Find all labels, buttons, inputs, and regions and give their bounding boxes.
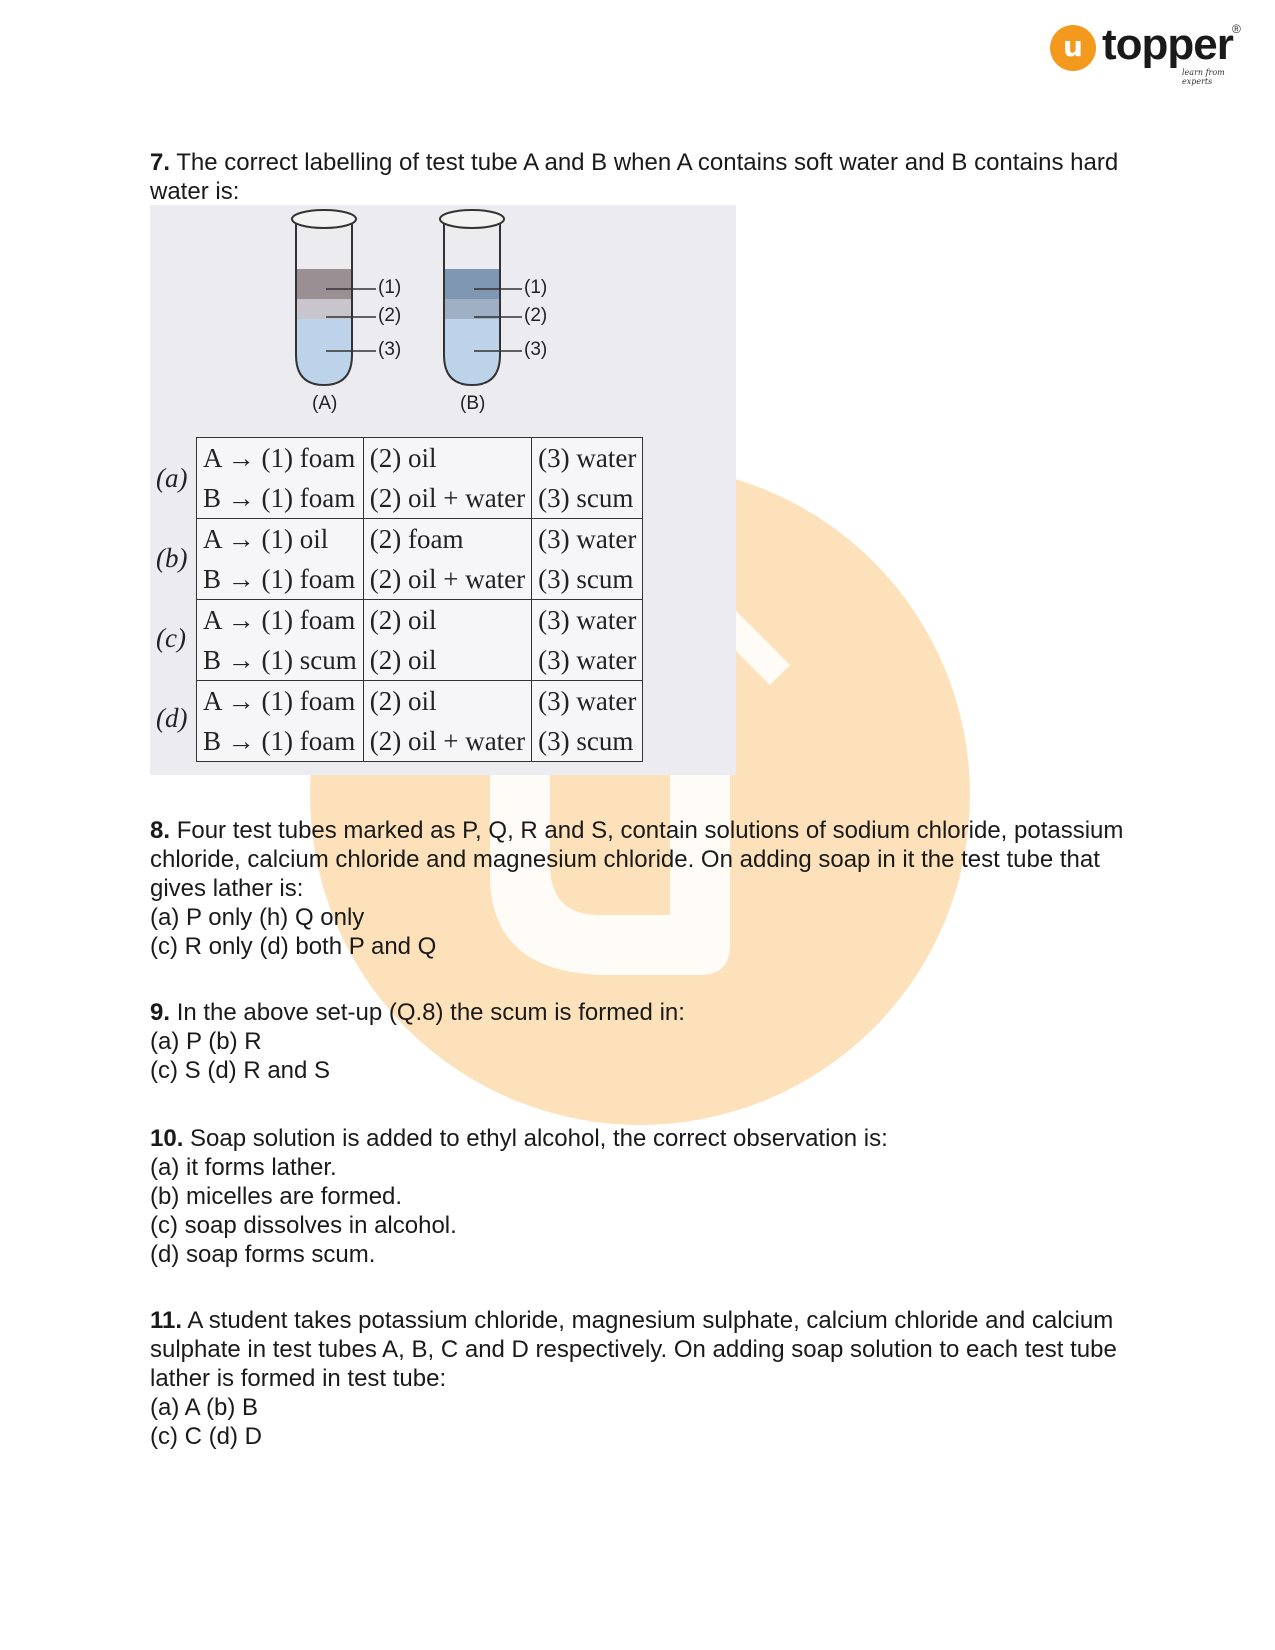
option-b-label: (b) <box>156 543 188 573</box>
logo-tagline: learn from experts <box>1182 68 1225 86</box>
test-tubes-illustration <box>150 205 736 435</box>
tube-b-label: (B) <box>460 393 486 414</box>
tube-a-layer-1: (1) <box>378 277 402 298</box>
question-7-number: 7. <box>150 149 171 176</box>
question-9-body: In the above set-up (Q.8) the scum is formed in: <box>176 999 685 1026</box>
option-b-row-a <box>197 519 643 560</box>
table-cell: (2) oil + water <box>363 478 531 519</box>
table-cell: A → (1) foam <box>197 681 364 722</box>
option-c-label: (c) <box>156 623 186 653</box>
options-table <box>196 437 643 762</box>
option-a-row-a <box>197 438 643 479</box>
test-tube-a-icon <box>292 210 376 385</box>
option-d-label: (d) <box>156 703 188 733</box>
option-a-label: (a) <box>156 463 188 493</box>
question-10-text <box>150 1124 1150 1153</box>
question-7-text <box>150 148 1150 206</box>
table-cell: (3) water <box>532 519 643 560</box>
question-10-option: (d) soap forms scum. <box>150 1241 376 1268</box>
option-a-row-b <box>197 478 643 519</box>
question-7 <box>150 148 1150 206</box>
table-cell: B → (1) foam <box>197 721 364 762</box>
table-cell: (3) scum <box>532 721 643 762</box>
table-cell: (3) water <box>532 640 643 681</box>
test-tube-figure <box>150 205 736 775</box>
table-cell: (2) oil + water <box>363 721 531 762</box>
table-cell: (3) scum <box>532 478 643 519</box>
option-d-row-a <box>197 681 643 722</box>
table-cell: A → (1) oil <box>197 519 364 560</box>
question-8-option-line: (a) P only (h) Q only <box>150 904 365 931</box>
question-10-option: (c) soap dissolves in alcohol. <box>150 1212 457 1239</box>
table-cell: B → (1) foam <box>197 478 364 519</box>
tube-a-layer-3: (3) <box>378 339 402 360</box>
table-cell: (3) scum <box>532 559 643 600</box>
table-cell: A → (1) foam <box>197 438 364 479</box>
table-cell: (2) oil + water <box>363 559 531 600</box>
logo-brand: topper <box>1102 20 1233 69</box>
logo-mark: u <box>1063 30 1083 63</box>
table-cell: (3) water <box>532 600 643 641</box>
table-cell: (2) oil <box>363 681 531 722</box>
table-cell: (2) oil <box>363 600 531 641</box>
tube-b-layer-3: (3) <box>524 339 548 360</box>
question-11-body: A student takes potassium chloride, magnesium sulphate, calcium chloride and calcium sulphate in test tubes A, B, C and D respectively. On adding soap solution to each test tube lather is formed in test tube: <box>150 1307 1117 1392</box>
tube-b-layer-1: (1) <box>524 277 548 298</box>
question-8-body: Four test tubes marked as P, Q, R and S, contain solutions of sodium chloride, potassium chloride, calcium chloride and magnesium chloride. On adding soap in it the test tube that gives lather is: <box>150 817 1124 902</box>
table-cell: (2) oil <box>363 640 531 681</box>
question-9-number: 9. <box>150 999 171 1026</box>
table-cell: B → (1) foam <box>197 559 364 600</box>
option-c-row-b <box>197 640 643 681</box>
question-10-option: (b) micelles are formed. <box>150 1183 403 1210</box>
tube-a-label: (A) <box>312 393 338 414</box>
registered-mark: ® <box>1232 22 1241 36</box>
question-8-option-line: (c) R only (d) both P and Q <box>150 933 437 960</box>
test-tube-b-icon <box>440 210 522 385</box>
question-11 <box>150 1306 1150 1451</box>
question-9-option-line: (c) S (d) R and S <box>150 1057 331 1084</box>
table-cell: A → (1) foam <box>197 600 364 641</box>
question-10-body: Soap solution is added to ethyl alcohol, the correct observation is: <box>190 1125 888 1152</box>
option-d-row-b <box>197 721 643 762</box>
table-cell: (3) water <box>532 681 643 722</box>
option-c-row-a <box>197 600 643 641</box>
question-8 <box>150 816 1150 961</box>
question-9-option-line: (a) P (b) R <box>150 1028 262 1055</box>
question-9-text <box>150 998 1150 1027</box>
tube-b-layer-2: (2) <box>524 305 548 326</box>
question-11-option-line: (a) A (b) B <box>150 1394 259 1421</box>
question-7-body: The correct labelling of test tube A and B when A contains soft water and B contains hard water is: <box>150 149 1119 205</box>
topper-logo <box>1050 20 1250 86</box>
question-10 <box>150 1124 1150 1269</box>
question-11-number: 11. <box>150 1307 183 1334</box>
question-11-option-line: (c) C (d) D <box>150 1423 262 1450</box>
question-10-number: 10. <box>150 1125 184 1152</box>
option-b-row-b <box>197 559 643 600</box>
question-8-number: 8. <box>150 817 171 844</box>
question-10-option: (a) it forms lather. <box>150 1154 337 1181</box>
table-cell: (2) oil <box>363 438 531 479</box>
question-11-text <box>150 1306 1150 1393</box>
question-9 <box>150 998 1150 1085</box>
table-cell: (3) water <box>532 438 643 479</box>
table-cell: B → (1) scum <box>197 640 364 681</box>
question-8-text <box>150 816 1150 903</box>
tube-a-layer-2: (2) <box>378 305 402 326</box>
table-cell: (2) foam <box>363 519 531 560</box>
